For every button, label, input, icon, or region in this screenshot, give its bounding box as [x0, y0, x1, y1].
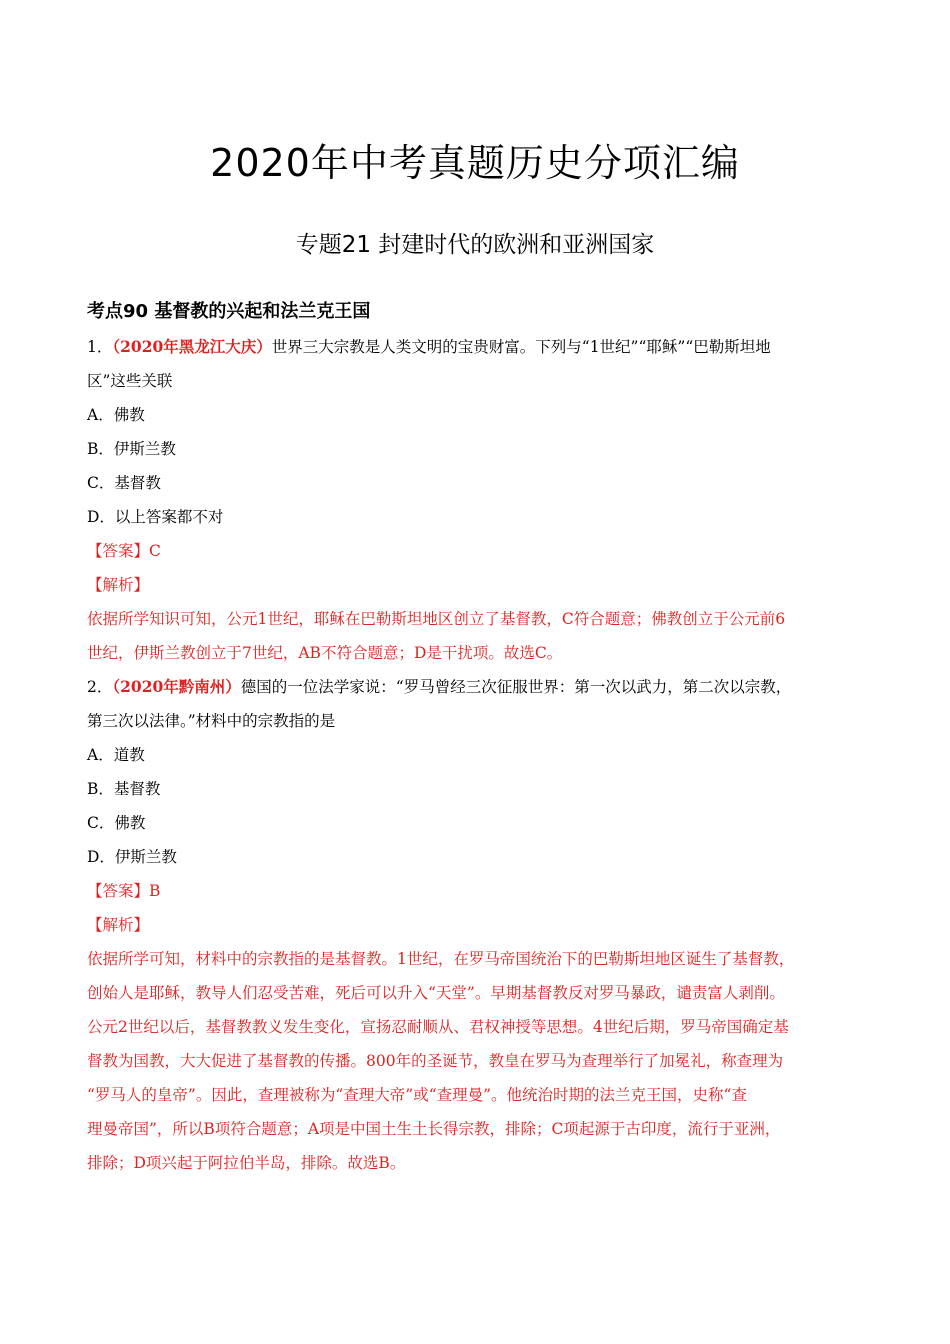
question-source: （2020年黑龙江大庆） [112, 337, 272, 356]
option-c: C．基督教 [87, 474, 161, 492]
question-source: （2020年黔南州） [112, 677, 241, 696]
analysis-label: 【解析】 [87, 576, 150, 594]
option-b: B．伊斯兰教 [87, 440, 176, 458]
question-stem [87, 330, 867, 364]
analysis-label: 【解析】 [87, 916, 150, 934]
option-c: C．佛教 [87, 814, 146, 832]
document-subtitle: 专题21 封建时代的欧洲和亚洲国家 [295, 232, 655, 258]
option-a: A．道教 [87, 746, 145, 764]
analysis-line: 世纪，伊斯兰教创立于7世纪，AB不符合题意；D是干扰项。故选C。 [87, 644, 563, 662]
question-stem [87, 670, 867, 704]
document-content [87, 294, 867, 1180]
option-d: D．伊斯兰教 [87, 848, 177, 866]
analysis-line: 创始人是耶稣，教导人们忍受苦难，死后可以升入“天堂”。早期基督教反对罗马暴政，谴责富人剥削。 [87, 984, 785, 1002]
analysis-line: 依据所学知识可知，公元1世纪，耶稣在巴勒斯坦地区创立了基督教，C符合题意；佛教创立于公元前6 [87, 610, 786, 628]
analysis-line: 依据所学可知，材料中的宗教指的是基督教。1世纪，在罗马帝国统治下的巴勒斯坦地区诞生了基督教， [87, 950, 795, 968]
analysis-line: 督教为国教，大大促进了基督教的传播。800年的圣诞节，教皇在罗马为查理举行了加冕礼，称查理为 [87, 1052, 784, 1070]
analysis-line: 排除；D项兴起于阿拉伯半岛，排除。故选B。 [87, 1154, 406, 1172]
section-heading: 考点90 基督教的兴起和法兰克王国 [87, 301, 371, 322]
option-d: D．以上答案都不对 [87, 508, 224, 526]
question-stem-line-2: 第三次以法律。”材料中的宗教指的是 [87, 712, 336, 730]
question-stem-line-1: 德国的一位法学家说：“罗马曾经三次征服世界：第一次以武力，第二次以宗教， [240, 678, 792, 696]
question-number: 2． [87, 678, 113, 696]
option-a: A．佛教 [87, 406, 145, 424]
answer: 【答案】B [87, 882, 161, 900]
analysis-line: 理曼帝国”，所以B项符合题意；A项是中国土生土长得宗教，排除；C项起源于古印度，流行于亚洲， [87, 1120, 781, 1138]
answer: 【答案】C [87, 542, 161, 560]
question-number: 1． [87, 338, 113, 356]
analysis-line: “罗马人的皇帝”。因此，查理被称为“查理大帝”或“查理曼”。他统治时期的法兰克王国，史称“查 [87, 1086, 747, 1104]
option-b: B．基督教 [87, 780, 161, 798]
document-title: 2020年中考真题历史分项汇编 [210, 141, 740, 185]
question-stem-line-1: 世界三大宗教是人类文明的宝贵财富。下列与“1世纪”“耶稣”“巴勒斯坦地 [271, 338, 771, 356]
question-stem-line-2: 区”这些关联 [87, 372, 173, 390]
question-1 [87, 330, 867, 670]
analysis-line: 公元2世纪以后，基督教教义发生变化，宣扬忍耐顺从、君权神授等思想。4世纪后期，罗马帝国确定基 [87, 1018, 789, 1036]
question-2 [87, 670, 867, 1180]
